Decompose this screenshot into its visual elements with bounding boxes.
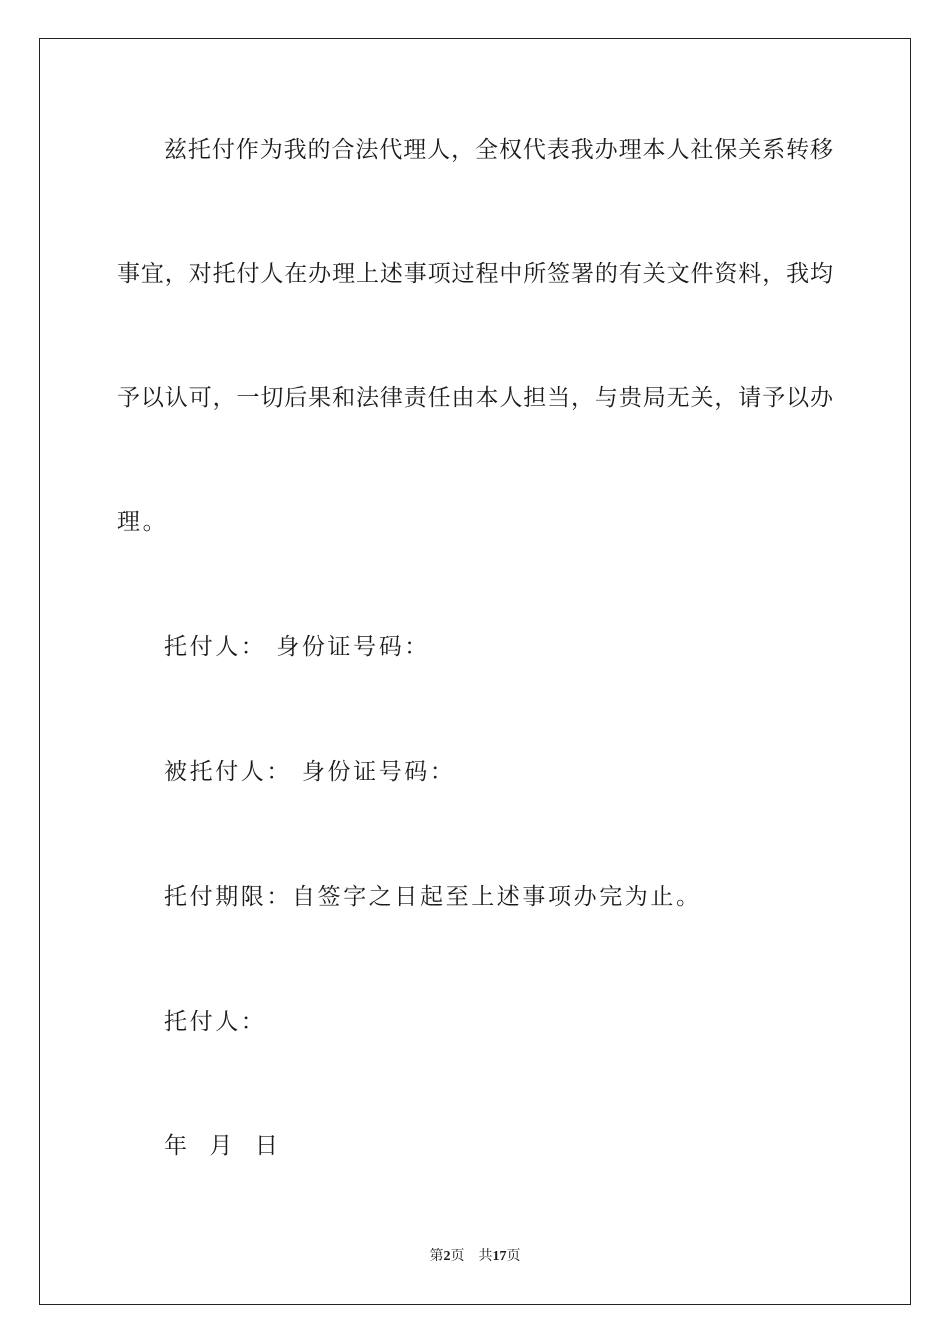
footer-total-suffix: 页 xyxy=(506,1249,521,1264)
page-footer xyxy=(0,1248,950,1266)
paragraph-line-4: 理。 xyxy=(117,509,169,535)
entrustor-id-line: 托付人： 身份证号码： xyxy=(164,634,430,660)
page-frame xyxy=(39,38,911,1305)
signature-line: 托付人： xyxy=(164,1009,267,1035)
paragraph-line-2: 事宜，对托付人在办理上述事项过程中所签署的有关文件资料，我均 xyxy=(117,261,833,287)
footer-total-pages: 17 xyxy=(492,1249,507,1264)
paragraph-line-3: 予以认可，一切后果和法律责任由本人担当，与贵局无关，请予以办 xyxy=(117,385,833,411)
trustee-id-line: 被托付人： 身份证号码： xyxy=(164,759,456,785)
footer-total-prefix: 共 xyxy=(478,1249,493,1264)
paragraph-line-1: 兹托付作为我的合法代理人，全权代表我办理本人社保关系转移 xyxy=(164,137,833,163)
footer-page-number: 2 xyxy=(443,1249,451,1264)
date-line: 年 月 日 xyxy=(164,1133,281,1159)
entrust-period-line: 托付期限：自签字之日起至上述事项办完为止。 xyxy=(164,884,702,910)
footer-page-suffix: 页 xyxy=(450,1249,465,1264)
footer-page-prefix: 第 xyxy=(429,1249,444,1264)
